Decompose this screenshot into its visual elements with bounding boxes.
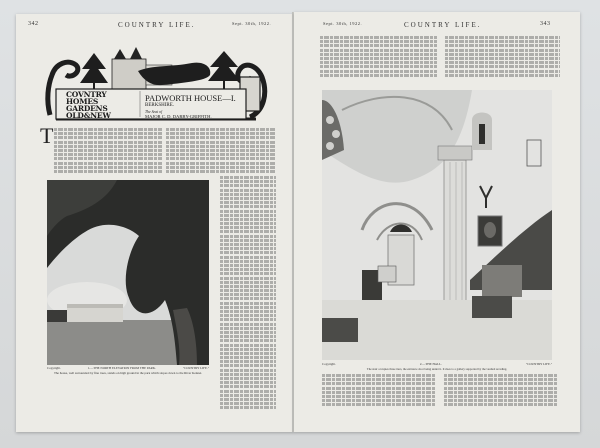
right-column-2 <box>445 36 560 82</box>
left-page-number: 342 <box>28 21 39 27</box>
hall-photo <box>322 90 552 360</box>
article-county: BERKSHIRE. <box>145 103 175 108</box>
seat-label: The Seat of <box>145 109 163 114</box>
article-title: PADWORTH HOUSE—I. <box>145 93 236 103</box>
column-3 <box>220 176 276 420</box>
dropcap: T <box>40 123 54 148</box>
right-photo-fig-label: 2.—THE HALL. <box>419 362 442 366</box>
left-photo-source: "COUNTRY LIFE." <box>182 366 209 370</box>
series-title-line: HOMES <box>66 97 99 106</box>
left-photo-copyright: Copyright. <box>47 366 61 370</box>
country-homes-banner <box>42 45 272 123</box>
right-photo-caption: The stair occupies three tiers, the entrance door being under it. It rises to a gallery supported by the vaulted arcading. <box>366 367 508 371</box>
right-photo-copyright: Copyright. <box>322 362 336 366</box>
series-title-line: COVNTRY <box>66 90 107 99</box>
right-bottom-column-2 <box>444 374 558 408</box>
hall-photo-illustration <box>322 90 552 360</box>
left-running-title: COUNTRY LIFE. <box>118 21 196 29</box>
series-title-line: OLD&NEW <box>66 111 111 120</box>
series-title <box>66 91 111 119</box>
right-date: Sept. 30th, 1922. <box>323 21 363 26</box>
left-photo-fig-label: 1.—THE NORTH ELEVATION FROM THE PARK. <box>87 366 156 370</box>
right-page-number: 343 <box>540 21 551 27</box>
right-running-title: COUNTRY LIFE. <box>404 21 482 29</box>
left-photo-caption: The house, well surrounded by fine trees, stands on high ground in the park which slopes down to the River Kennet. <box>53 371 203 375</box>
right-bottom-column-1 <box>322 374 436 408</box>
right-photo-source: "COUNTRY LIFE." <box>525 362 552 366</box>
left-photo-fig-line <box>47 366 209 370</box>
left-date: Sept. 30th, 1922. <box>232 21 272 26</box>
right-column-1 <box>320 36 437 82</box>
owner-name: MAJOR C. D. DARBY-GRIFFITH. <box>145 114 212 119</box>
intro-column <box>54 128 162 176</box>
series-title-line: GARDENS <box>66 104 108 113</box>
right-photo-fig-line <box>322 362 552 366</box>
park-photo-illustration <box>47 180 209 365</box>
column-2 <box>166 128 276 176</box>
north-elevation-photo <box>47 180 209 365</box>
